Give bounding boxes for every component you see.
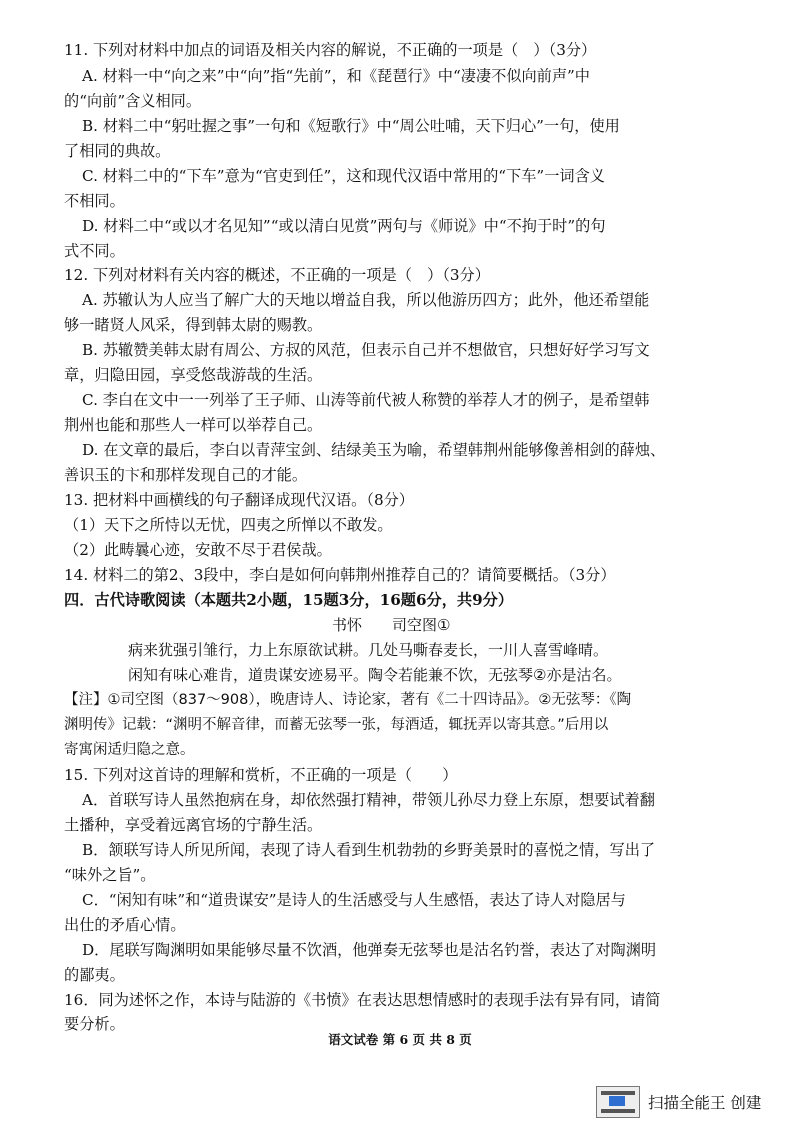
poem-note: 【注】①司空图（837～908），晚唐诗人、诗论家，著有《二十四诗品》。②无弦琴：《陶 [64,692,632,708]
q15-option-d: D．尾联写陶渊明如果能够尽量不饮酒，他弹奏无弦琴也是沽名钓誉，表达了对陶渊明 [82,941,657,959]
q12-option-d-cont: 善识玉的卞和那样发现自己的才能。 [64,466,307,484]
q15-option-b: B．颔联写诗人所见所闻，表现了诗人看到生机勃勃的乡野美景时的喜悦之情，写出了 [82,841,656,859]
poem-title: 书怀 司空图① [332,616,451,634]
q15-stem: 15. 下列对这首诗的理解和赏析，不正确的一项是（ ） [64,766,458,784]
q15-option-a: A．首联写诗人虽然抱病在身，却依然强打精神，带领儿孙尽力登上东原，想要试着翻 [82,791,655,809]
section-heading: 四．古代诗歌阅读（本题共2小题，15题3分，16题6分，共9分） [64,591,514,609]
q12-option-b: B. 苏辙赞美韩太尉有周公、方叔的风范，但表示自己并不想做官，只想好好学习写文 [82,341,650,359]
q11-option-b: B. 材料二中“躬吐握之事”一句和《短歌行》中“周公吐哺，天下归心”一句，使用 [82,117,620,135]
page-footer: 语文试卷 第 6 页 共 8 页 [328,1032,472,1047]
q15-option-c: C．“闲知有味”和“道贵谋安”是诗人的生活感受与人生感悟，表达了诗人对隐居与 [82,891,626,909]
q15-option-d-cont: 的鄙夷。 [64,966,125,984]
q11-option-d: D. 材料二中“或以才名见知”“或以清白见赏”两句与《师说》中“不拘于时”的句 [82,217,606,235]
q14-stem: 14. 材料二的第2、3段中，李白是如何向韩荆州推荐自己的？请简要概括。（3分） [64,566,616,584]
poem-note-cont-1: 渊明传》记载：“渊明不解音律，而蓄无弦琴一张，每酒适，辄抚弄以寄其意。”后用以 [64,717,609,733]
q12-option-a-cont: 够一睹贤人风采，得到韩太尉的赐教。 [64,316,323,334]
q11-option-d-cont: 式不同。 [64,242,125,260]
q13-stem: 13. 把材料中画横线的句子翻译成现代汉语。（8分） [64,491,414,509]
q11-option-c-cont: 不相同。 [64,192,125,210]
watermark-text: 扫描全能王 创建 [648,1094,762,1112]
q15-option-b-cont: “味外之旨”。 [64,866,156,884]
q12-stem: 12. 下列对材料有关内容的概述，不正确的一项是（ ）（3分） [64,266,490,284]
q13-item-1: （1）天下之所恃以无忧，四夷之所惮以不敢发。 [64,516,393,534]
q11-stem: 11. 下列对材料中加点的词语及相关内容的解说，不正确的一项是（ ）（3分） [64,41,597,59]
q16-stem-cont: 要分析。 [64,1015,125,1033]
q11-option-b-cont: 了相同的典故。 [64,142,171,160]
q11-option-a-cont: 的“向前”含义相同。 [64,92,202,110]
q12-option-b-cont: 章，归隐田园，享受悠哉游哉的生活。 [64,366,323,384]
q11-option-c: C. 材料二中的“下车”意为“官吏到任”，这和现代汉语中常用的“下车”一词含义 [82,167,605,185]
q15-option-a-cont: 土播种，享受着远离官场的宁静生活。 [64,816,323,834]
q12-option-a: A. 苏辙认为人应当了解广大的天地以增益自我，所以他游历四方；此外，他还希望能 [82,291,650,309]
poem-line-1: 病来犹强引雏行，力上东原欲试耕。几处马嘶春麦长，一川人喜雪峰晴。 [128,641,609,659]
scanner-watermark [596,1086,786,1118]
poem-line-2: 闲知有味心难肯，道贵谋安迹易平。陶令若能兼不饮，无弦琴②亦是沽名。 [128,666,622,684]
q12-option-c-cont: 荆州也能和那些人一样可以举荐自己。 [64,416,323,434]
scanner-logo-icon [596,1086,640,1118]
q13-item-2: （2）此畴曩心迹，安敢不尽于君侯哉。 [64,541,332,559]
q12-option-d: D. 在文章的最后，李白以青萍宝剑、结绿美玉为喻，希望韩荆州能够像善相剑的薛烛、 [82,441,666,459]
q12-option-c: C. 李白在文中一一列举了王子师、山涛等前代被人称赞的举荐人才的例子，是希望韩 [82,391,650,409]
poem-note-cont-2: 寄寓闲适归隐之意。 [64,742,195,758]
q16-stem: 16．同为述怀之作，本诗与陆游的《书愤》在表达思想情感时的表现手法有异有同，请简 [64,991,661,1009]
q11-option-a: A. 材料一中“向之来”中“向”指“先前”，和《琵琶行》中“凄凄不似向前声”中 [82,67,590,85]
q15-option-c-cont: 出仕的矛盾心情。 [64,916,186,934]
